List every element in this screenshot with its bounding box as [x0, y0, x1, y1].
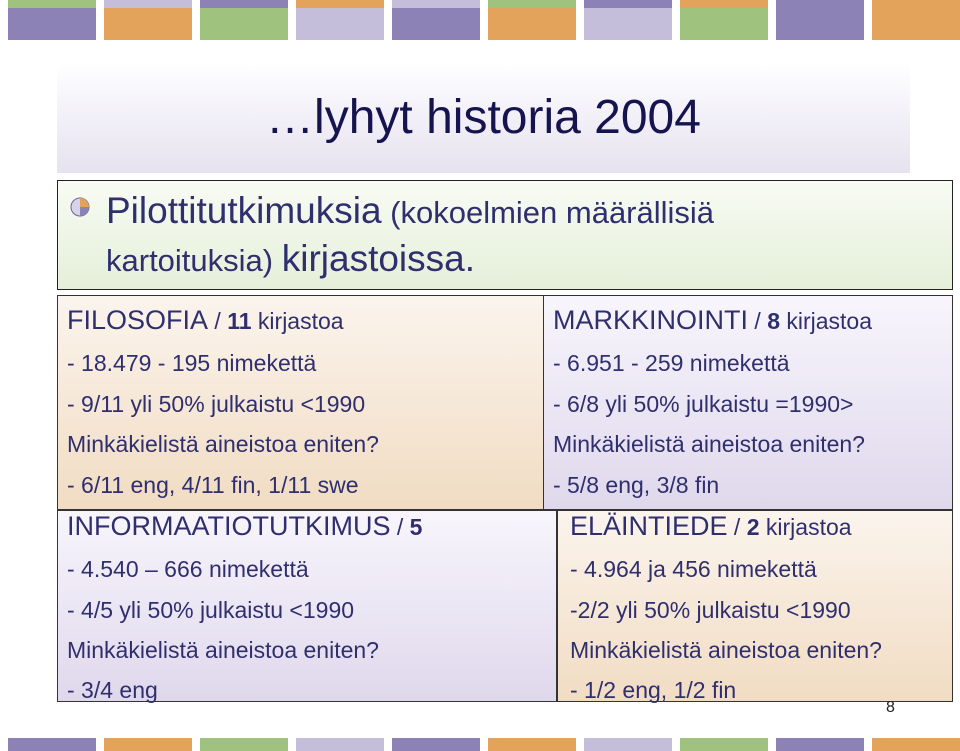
- lead-line-2: kartoituksia) kirjastoissa.: [106, 238, 476, 279]
- decorative-stripe-block: [392, 738, 480, 751]
- lead-line-1: Pilottitutkimuksia (kokoelmien määrällisiä: [106, 190, 715, 231]
- stripe-main: [392, 8, 480, 40]
- decorative-stripe-block: [776, 738, 864, 751]
- decorative-stripe-block: [584, 0, 672, 40]
- stripe-main: [488, 8, 576, 40]
- informaatiotutkimus-line: - 3/4 eng: [67, 677, 158, 703]
- stripe-main: [8, 738, 96, 751]
- stripe-main: [776, 8, 864, 40]
- decorative-stripe-block: [488, 738, 576, 751]
- stripe-main: [104, 738, 192, 751]
- stripe-main: [296, 8, 384, 40]
- stripe-accent: [8, 0, 96, 8]
- markkinointi-line: - 6.951 - 259 nimekettä: [553, 350, 790, 376]
- stripe-main: [200, 738, 288, 751]
- stripe-main: [872, 8, 960, 40]
- informaatiotutkimus-line: - 4.540 – 666 nimekettä: [67, 556, 309, 582]
- elaintiede-heading: ELÄINTIEDE / 2 kirjastoa: [570, 511, 852, 541]
- decorative-stripe-block: [584, 738, 672, 751]
- slide-title: …lyhyt historia 2004: [266, 91, 701, 144]
- stripe-main: [680, 8, 768, 40]
- decorative-stripe-block: [104, 0, 192, 40]
- decorative-stripe-block: [488, 0, 576, 40]
- informaatiotutkimus-heading: INFORMAATIOTUTKIMUS / 5: [67, 511, 423, 541]
- top-decoration: [0, 0, 960, 40]
- filosofia-line: Minkäkielistä aineistoa eniten?: [67, 431, 379, 457]
- decorative-stripe-block: [872, 738, 960, 751]
- bottom-decoration: [0, 738, 960, 751]
- stripe-main: [104, 8, 192, 40]
- stripe-accent: [680, 0, 768, 8]
- stripe-main: [392, 738, 480, 751]
- decorative-stripe-block: [296, 738, 384, 751]
- pie-bullet-icon: [69, 196, 91, 218]
- stripe-accent: [488, 0, 576, 8]
- stripe-accent: [200, 0, 288, 8]
- decorative-stripe-block: [392, 0, 480, 40]
- elaintiede-line: -2/2 yli 50% julkaistu <1990: [570, 597, 851, 623]
- page-number: 8: [886, 699, 895, 716]
- markkinointi-line: - 5/8 eng, 3/8 fin: [553, 472, 720, 498]
- markkinointi-heading: MARKKINOINTI / 8 kirjastoa: [553, 305, 873, 335]
- decorative-stripe-block: [8, 0, 96, 40]
- filosofia-line: - 18.479 - 195 nimekettä: [67, 350, 317, 376]
- markkinointi-line: - 6/8 yli 50% julkaistu =1990>: [553, 391, 854, 417]
- stripe-main: [8, 8, 96, 40]
- stripe-accent: [872, 0, 960, 8]
- decorative-stripe-block: [200, 738, 288, 751]
- decorative-stripe-block: [680, 0, 768, 40]
- decorative-stripe-block: [776, 0, 864, 40]
- filosofia-heading: FILOSOFIA / 11 kirjastoa: [67, 305, 344, 335]
- stripe-main: [488, 738, 576, 751]
- decorative-stripe-block: [296, 0, 384, 40]
- informaatiotutkimus-line: Minkäkielistä aineistoa eniten?: [67, 637, 379, 663]
- decorative-stripe-block: [104, 738, 192, 751]
- elaintiede-line: Minkäkielistä aineistoa eniten?: [570, 637, 882, 663]
- decorative-stripe-block: [200, 0, 288, 40]
- informaatiotutkimus-line: - 4/5 yli 50% julkaistu <1990: [67, 597, 355, 623]
- elaintiede-line: - 4.964 ja 456 nimekettä: [570, 556, 817, 582]
- filosofia-line: - 6/11 eng, 4/11 fin, 1/11 swe: [67, 472, 359, 498]
- stripe-main: [200, 8, 288, 40]
- stripe-main: [584, 8, 672, 40]
- stripe-main: [296, 738, 384, 751]
- stripe-accent: [392, 0, 480, 8]
- decorative-stripe-block: [680, 738, 768, 751]
- stripe-main: [680, 738, 768, 751]
- stripe-accent: [776, 0, 864, 8]
- filosofia-line: - 9/11 yli 50% julkaistu <1990: [67, 391, 366, 417]
- stripe-main: [872, 738, 960, 751]
- decorative-stripe-block: [872, 0, 960, 40]
- decorative-stripe-block: [8, 738, 96, 751]
- stripe-main: [776, 738, 864, 751]
- elaintiede-line: - 1/2 eng, 1/2 fin: [570, 677, 737, 703]
- markkinointi-line: Minkäkielistä aineistoa eniten?: [553, 431, 865, 457]
- stripe-accent: [584, 0, 672, 8]
- stripe-main: [584, 738, 672, 751]
- stripe-accent: [296, 0, 384, 8]
- stripe-accent: [104, 0, 192, 8]
